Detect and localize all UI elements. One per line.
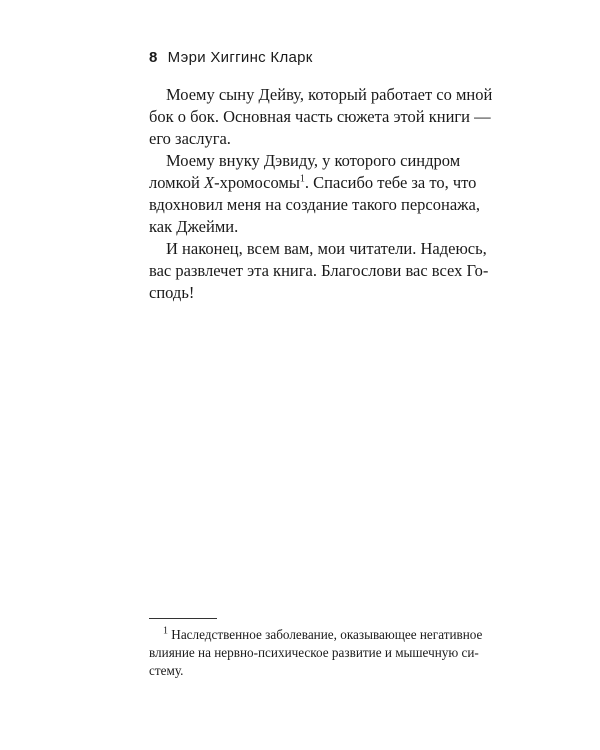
footnote: [149, 625, 483, 680]
running-head: [149, 49, 313, 66]
footnote-marker: 1: [163, 625, 168, 637]
paragraph-2-line-3: вдохновил меня на создание такого персонажа,: [149, 195, 481, 214]
paragraph-2-line-1: Моему внуку Дэвиду, у которого синдром: [166, 151, 461, 170]
paragraph-2-text: -хромосомы: [214, 173, 300, 192]
footnote-divider: [149, 618, 217, 619]
body-text: [149, 84, 493, 304]
paragraph-2-text: . Спасибо тебе за то, что: [304, 173, 477, 192]
footnote-line-1: [149, 625, 483, 644]
footnote-text: Наследственное заболевание, оказывающее негативное: [171, 627, 483, 642]
running-head-title: Мэри Хиггинс Кларк: [167, 49, 313, 66]
footnote-line-2: влияние на нервно-психическое развитие и мышечную си-: [149, 645, 479, 660]
footnote-line-3: стему.: [149, 663, 184, 678]
paragraph-3-line-1: И наконец, всем вам, мои читатели. Надеюсь,: [166, 239, 487, 258]
paragraph-1-line-3: его заслуга.: [149, 129, 231, 148]
paragraph-2-line-2: [149, 172, 477, 194]
page-number: 8: [149, 49, 158, 66]
paragraph-3-line-3: сподь!: [149, 283, 195, 302]
x-chromosome-letter: X: [204, 173, 215, 192]
paragraph-1-line-1: Моему сыну Дейву, который работает со мной: [166, 85, 493, 104]
paragraph-2-line-4: как Джейми.: [149, 217, 239, 236]
paragraph-3-line-2: вас развлечет эта книга. Благослови вас всех Го-: [149, 261, 489, 280]
paragraph-2-text: ломкой: [149, 173, 204, 192]
footnote-reference: 1: [299, 173, 305, 185]
paragraph-1-line-2: бок о бок. Основная часть сюжета этой книги —: [149, 107, 491, 126]
